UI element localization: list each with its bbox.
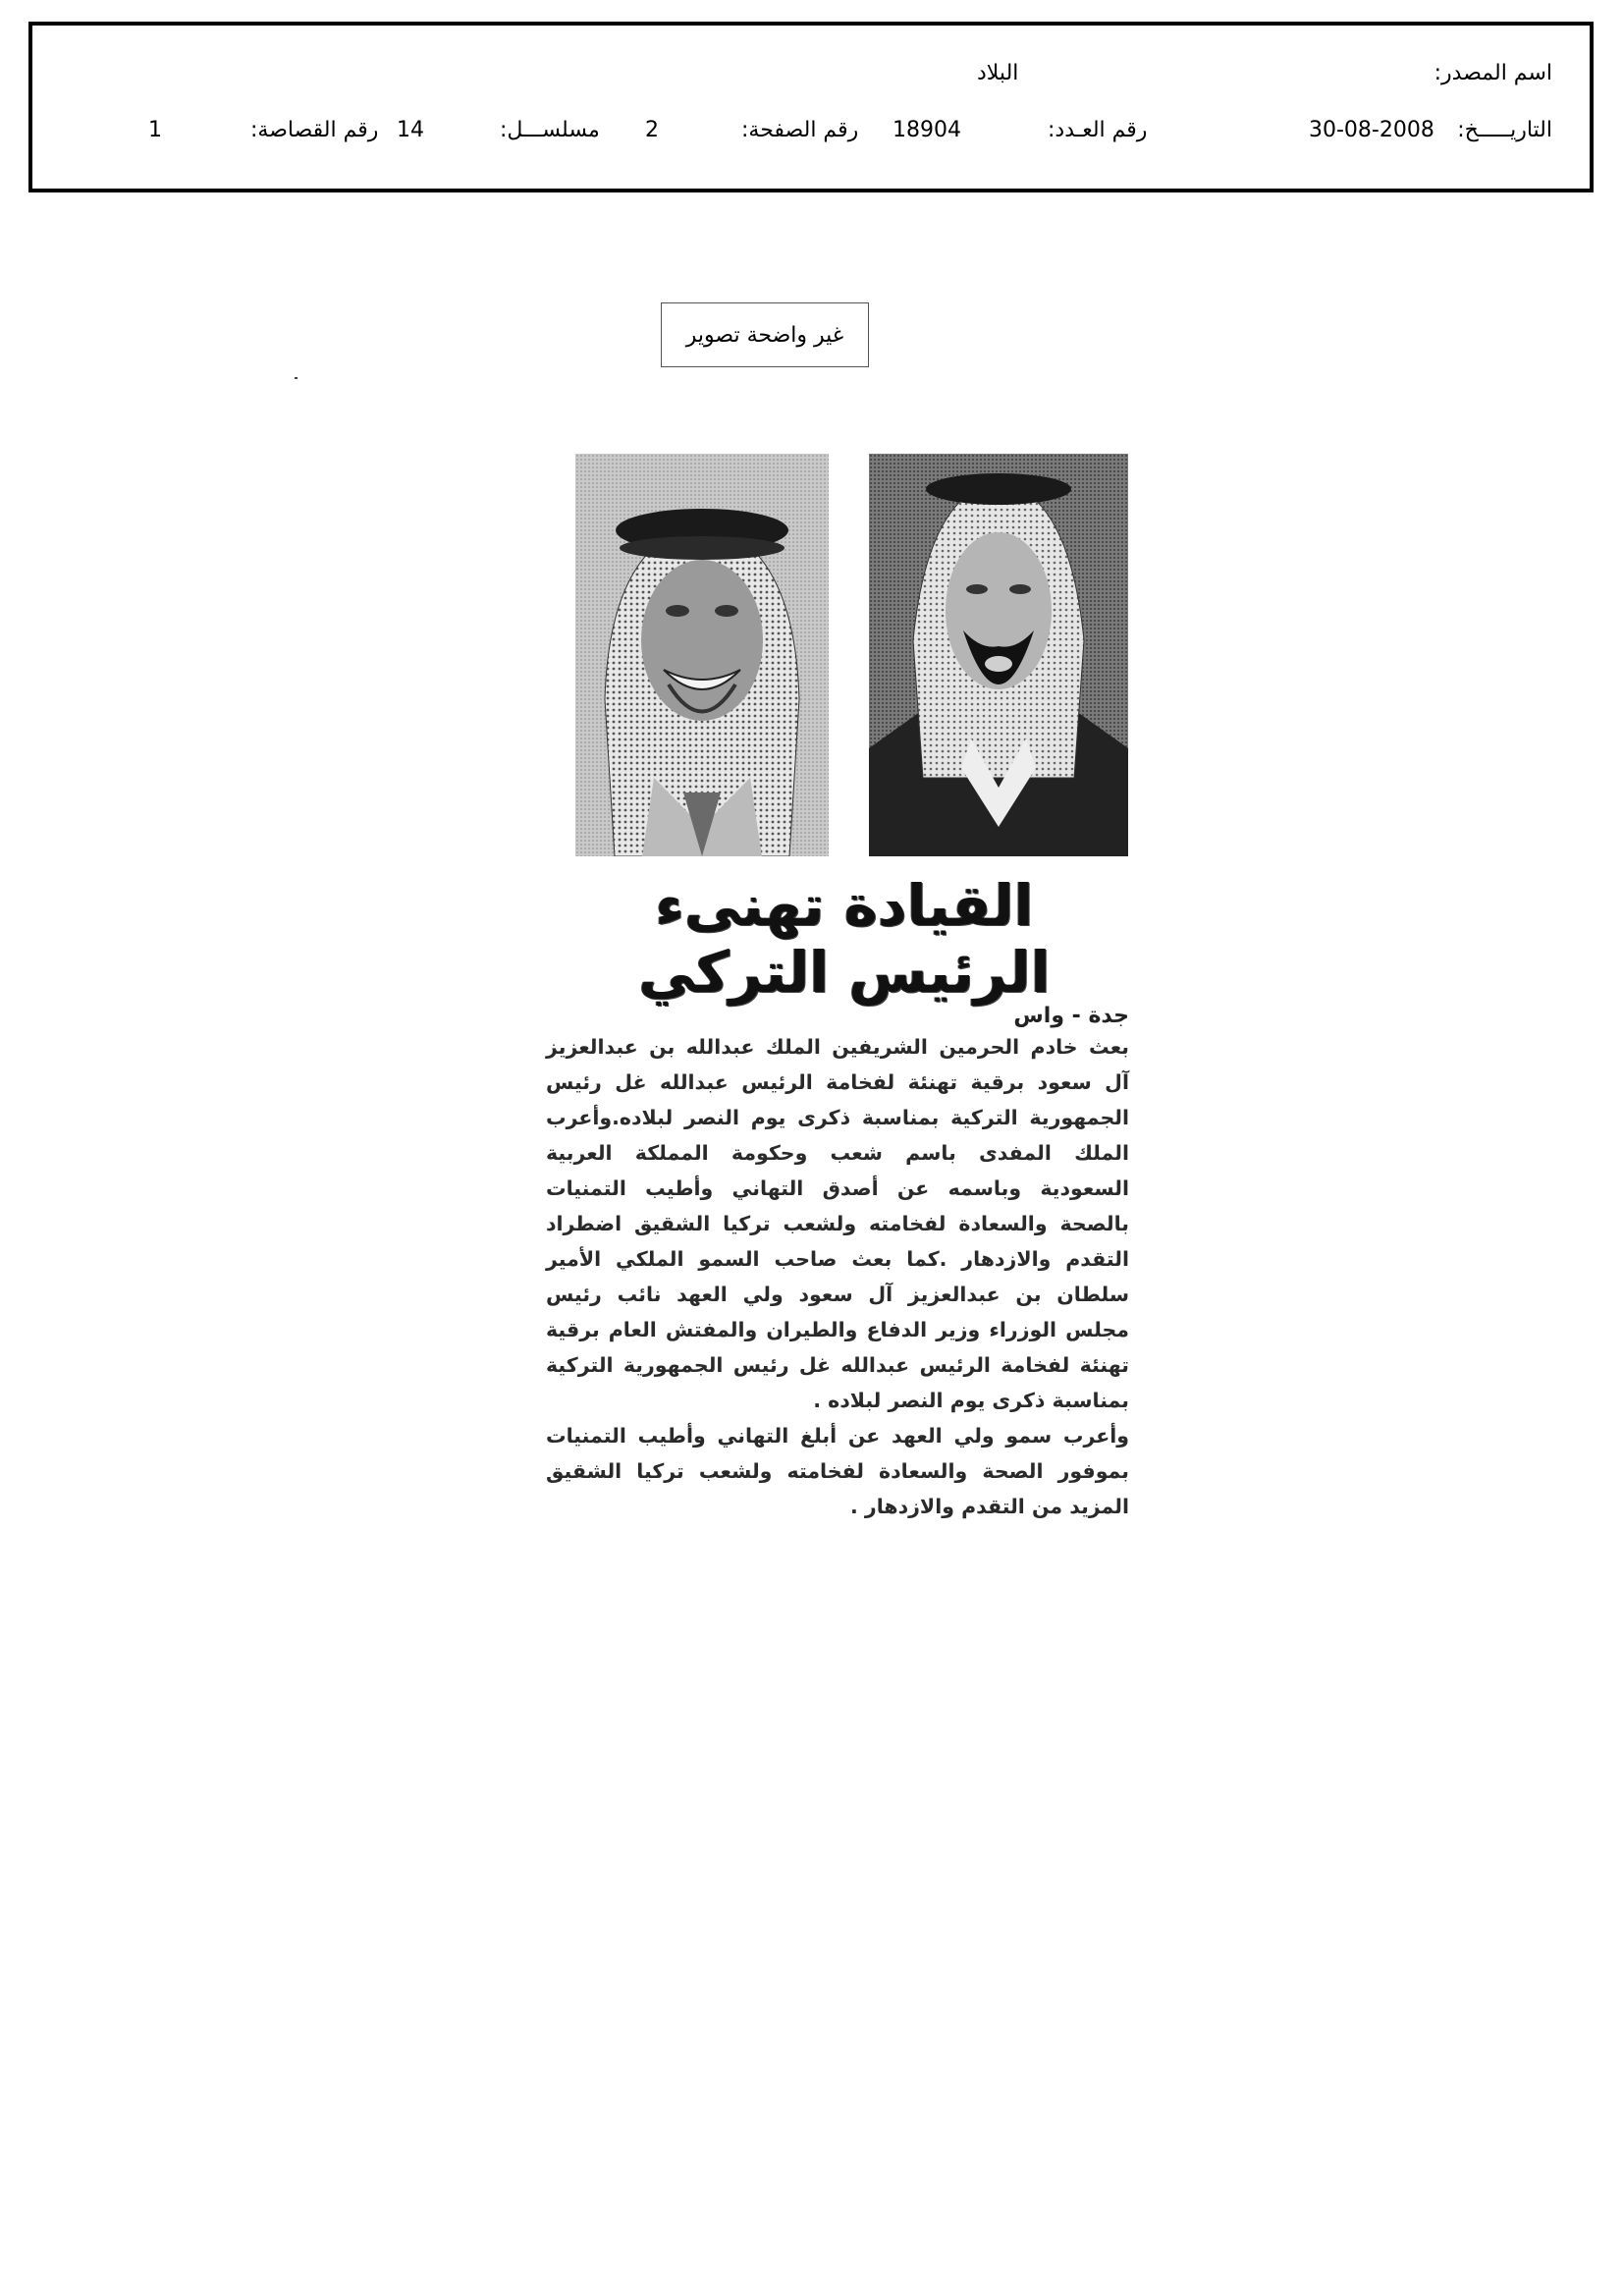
article-paragraph: بعث خادم الحرمين الشريفين الملك عبدالله بن عبدالعزيز آل سعود برقية تهنئة لفخامة الرئيس عبدالله غل رئيس الجمهورية التركية بمناسبة ذكرى يوم النصر لبلاده.وأعرب الملك المفدى باسم شعب وحكومة المملكة العربية السعودية وباسمه عن أصدق التهاني وأطيب التمنيات بالصحة والسعادة لفخامته ولشعب تركيا الشقيق اضطراد التقدم والازدهار .كما بعث صاحب السمو الملكي الأمير سلطان بن عبدالعزيز آل سعود ولي العهد نائب رئيس مجلس الوزراء وزير الدفاع والطيران والمفتش العام برقية تهنئة لفخامة الرئيس عبدالله غل رئيس الجمهورية التركية بمناسبة ذكرى يوم النصر لبلاده . <box>546 1035 1129 1412</box>
serial-value: 14 <box>397 118 424 142</box>
date-label: التاريـــــخ: <box>1457 118 1552 142</box>
clipping-value: 1 <box>148 118 162 142</box>
portrait-photo-left <box>575 454 829 856</box>
serial-label: مسلســـل: <box>500 118 600 142</box>
portrait-photo-right <box>869 454 1128 856</box>
article-dateline: جدة - واس <box>1013 1004 1129 1028</box>
issue-value: 18904 <box>893 118 961 142</box>
article-paragraph: وأعرب سمو ولي العهد عن أبلغ التهاني وأطيب التمنيات بموفور الصحة والسعادة لفخامته ولشعب تركيا الشقيق المزيد من التقدم والازدهار . <box>546 1424 1129 1518</box>
note-text: غير واضحة تصوير <box>685 322 844 348</box>
portrait-image-right <box>869 454 1128 856</box>
article-body <box>546 1029 1129 1524</box>
source-value: البلاد <box>977 61 1019 85</box>
scan-speck <box>295 377 298 379</box>
clipping-header-box <box>28 22 1594 192</box>
image-quality-note <box>661 302 869 367</box>
portrait-image-left <box>575 454 829 856</box>
clipping-label: رقم القصاصة: <box>250 118 379 142</box>
issue-label: رقم العـدد: <box>1048 118 1148 142</box>
source-label: اسم المصدر: <box>1434 61 1552 85</box>
date-value: 30-08-2008 <box>1309 118 1434 142</box>
article-headline: القيادة تهنىء الرئيس التركي <box>638 872 1051 1006</box>
page-value: 2 <box>645 118 659 142</box>
page-label: رقم الصفحة: <box>741 118 859 142</box>
